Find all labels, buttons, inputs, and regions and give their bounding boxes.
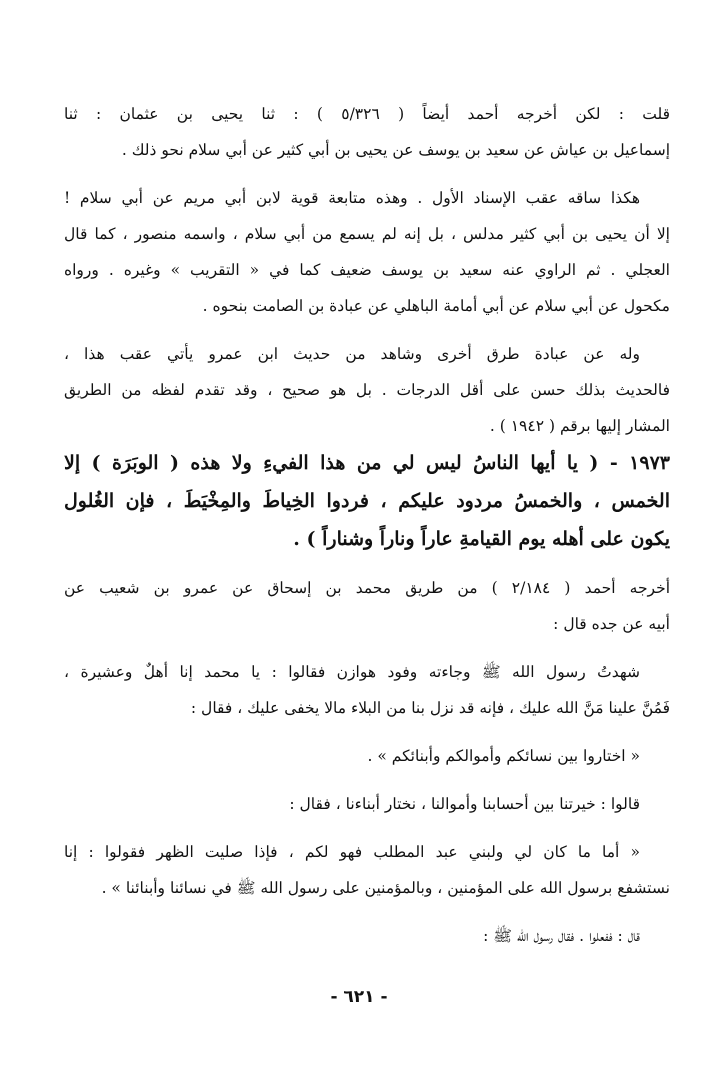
paragraph-ikhtaru [64,738,670,774]
paragraph-gap [64,642,670,654]
text-line: قالوا : خيرتنا بين أحسابنا وأموالنا ، نختار أبناءنا ، فقال : [289,795,640,813]
paragraph-shahidtu [64,654,670,726]
text-line: قال : ففعلوا . فقال رسول الله ﷺ : [483,927,640,945]
hadith-line: الخمس ، والخمسُ مردود عليكم ، فردوا الخِياطَ والمِخْيَطَ ، فإن الغُلول [64,490,670,512]
paragraph-qala [64,918,670,954]
paragraph-hakadha [64,180,670,324]
paragraph-gap [64,168,670,180]
paragraph-gap [64,822,670,834]
page-body [64,96,670,954]
paragraph-qalu [64,786,670,822]
text-line: فالحديث بذلك حسن على أقل الدرجات . بل هو صحيح ، وقد تقدم لفظه من الطريق [64,381,670,399]
paragraph-gap [64,324,670,336]
text-line: هكذا ساقه عقب الإسناد الأول . وهذه متابعة قوية لابن أبي مريم عن أبي سلام ! [64,189,640,207]
text-line: أخرجه أحمد ( ٢/١٨٤ ) من طريق محمد بن إسحاق عن عمرو بن شعيب عن [64,579,670,597]
text-line: إلا أن يحيى بن أبي كثير مدلس ، بل إنه لم يسمع من أبي سلام ، واسمه منصور ، كما قال [64,225,670,243]
paragraph-gap [64,558,670,570]
paragraph-qult [64,96,670,168]
paragraph-gap [64,726,670,738]
paragraph-gap [64,906,670,918]
paragraph-gap [64,774,670,786]
hadith-line: ١٩٧٣ - ( يا أيها الناسُ ليس لي من هذا الفيءِ ولا هذه ( الوبَرَة ) إلا [64,452,670,474]
page-number: - ٦٢١ - [330,987,388,1007]
text-line: « اختاروا بين نسائكم وأموالكم وأبنائكم » . [367,747,640,765]
text-line: أبيه عن جده قال : [553,615,670,633]
text-line: العجلي . ثم الراوي عنه سعيد بن يوسف ضعيف كما في « التقريب » وغيره . ورواه [64,261,670,279]
text-line: فَمُنَّ علينا مَنَّ الله عليك ، فإنه قد نزل بنا من البلاء مالا يخفى عليك ، فقال : [190,699,670,717]
paragraph-akhrajahu [64,570,670,642]
hadith-heading-1973 [64,444,670,558]
text-line: شهدتُ رسول الله ﷺ وجاءته وفود هوازن فقالوا : يا محمد إنا أهلٌ وعشيرة ، [64,663,640,681]
hadith-line: يكون على أهله يوم القيامةِ عاراً وناراً وشناراً ) . [293,528,670,550]
text-line: نستشفع برسول الله على المؤمنين ، وبالمؤمنين على رسول الله ﷺ في نسائنا وأبنائنا » . [101,879,670,897]
text-line: قلت : لكن أخرجه أحمد أيضاً ( ٥/٣٢٦ ) : ثنا يحيى بن عثمان : ثنا [64,105,671,123]
text-line: المشار إليها برقم ( ١٩٤٢ ) . [489,417,670,435]
text-line: مكحول عن أبي سلام عن أبي أمامة الباهلي عن عبادة بن الصامت بنحوه . [202,297,670,315]
paragraph-amma [64,834,670,906]
text-line: إسماعيل بن عياش عن سعيد بن يوسف عن يحيى بن أبي كثير عن أبي سلام نحو ذلك . [121,141,670,159]
text-line: وله عن عبادة طرق أخرى وشاهد من حديث ابن عمرو يأتي عقب هذا ، [64,345,640,363]
paragraph-walahu [64,336,670,444]
text-line: « أما ما كان لي ولبني عبد المطلب فهو لكم ، فإذا صليت الظهر فقولوا : إنا [64,843,640,861]
